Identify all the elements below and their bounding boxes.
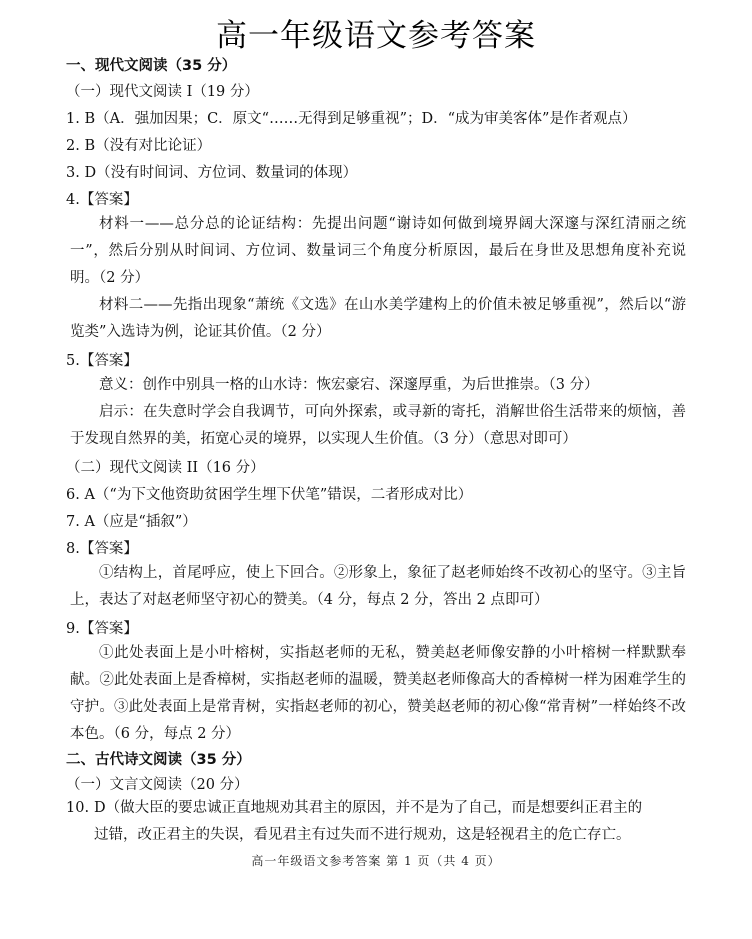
answer-q4-material-1: 材料一——总分总的论证结构：先提出问题“谢诗如何做到境界阔大深邃与深红清丽之统一”，然后分别从时间词、方位词、数量词三个角度分析原因，最后在身世及思想角度补充说明。（2 分） [70,216,686,286]
answer-q6: 6. A（“为下文他资助贫困学生埋下伏笔”错误，二者形成对比） [66,487,473,503]
section-2-heading: 二、古代诗文阅读（35 分） [66,752,251,768]
subsection-3-heading: （一）文言文阅读（20 分） [66,777,249,793]
subsection-1-heading: （一）现代文阅读 I（19 分） [66,84,259,100]
page-title: 高一年级语文参考答案 [216,18,536,54]
answer-q1: 1. B（A．强加因果；C．原文“……无得到足够重视”；D．“成为审美客体”是作者观点） [66,111,637,127]
answer-q10-line-1: D（做大臣的要忠诚正直地规劝其君主的原因，并不是为了自己，而是想要纠正君主的 [94,800,643,816]
answer-q10-number: 10. [66,800,90,816]
answer-q2: 2. B（没有对比论证） [66,138,212,154]
subsection-2-heading: （二）现代文阅读 II（16 分） [66,460,265,476]
section-1-heading: 一、现代文阅读（35 分） [66,58,237,74]
answer-q5-meaning: 意义：创作中别具一格的山水诗：恢宏豪宕、深邃厚重，为后世推崇。（3 分） [99,377,599,393]
answer-q3: 3. D（没有时间词、方位词、数量词的体现） [66,165,358,181]
answer-q4-material-2: 材料二——先指出现象“萧统《文选》在山水美学建构上的价值未被足够重视”，然后以“游览类”入选诗为例，论证其价值。（2 分） [70,297,686,340]
answer-q9-label: 9.【答案】 [66,621,138,637]
answer-q10 [66,795,688,849]
answer-q7: 7. A（应是“插叙”） [66,514,197,530]
answer-q4-label: 4.【答案】 [66,192,138,208]
answer-q5-insight: 启示：在失意时学会自我调节，可向外探索，或寻新的寄托，消解世俗生活带来的烦恼，善于发现自然界的美，拓宽心灵的境界，以实现人生价值。（3 分）（意思对即可） [70,404,686,447]
answer-q5-label: 5.【答案】 [66,353,138,369]
answer-q8-label: 8.【答案】 [66,541,138,557]
page-footer: 高一年级语文参考答案 第 1 页（共 4 页） [251,854,501,868]
answer-q9-body: ①此处表面上是小叶榕树，实指赵老师的无私，赞美赵老师像安静的小叶榕树一样默默奉献。②此处表面上是香樟树，实指赵老师的温暖，赞美赵老师像高大的香樟树一样为困难学生的守护。③此处表面上是常青树，实指赵老师的初心，赞美赵老师的初心像“常青树”一样始终不改本色。（6 分，每点 2 分） [70,645,686,742]
answer-q8-body: ①结构上，首尾呼应，使上下回合。②形象上，象征了赵老师始终不改初心的坚守。③主旨上，表达了对赵老师坚守初心的赞美。（4 分，每点 2 分，答出 2 点即可） [70,565,686,608]
answer-q10-line-2: 过错，改正君主的失误，看见君主有过失而不进行规劝，这是轻视君主的危亡存亡。 [94,827,631,843]
